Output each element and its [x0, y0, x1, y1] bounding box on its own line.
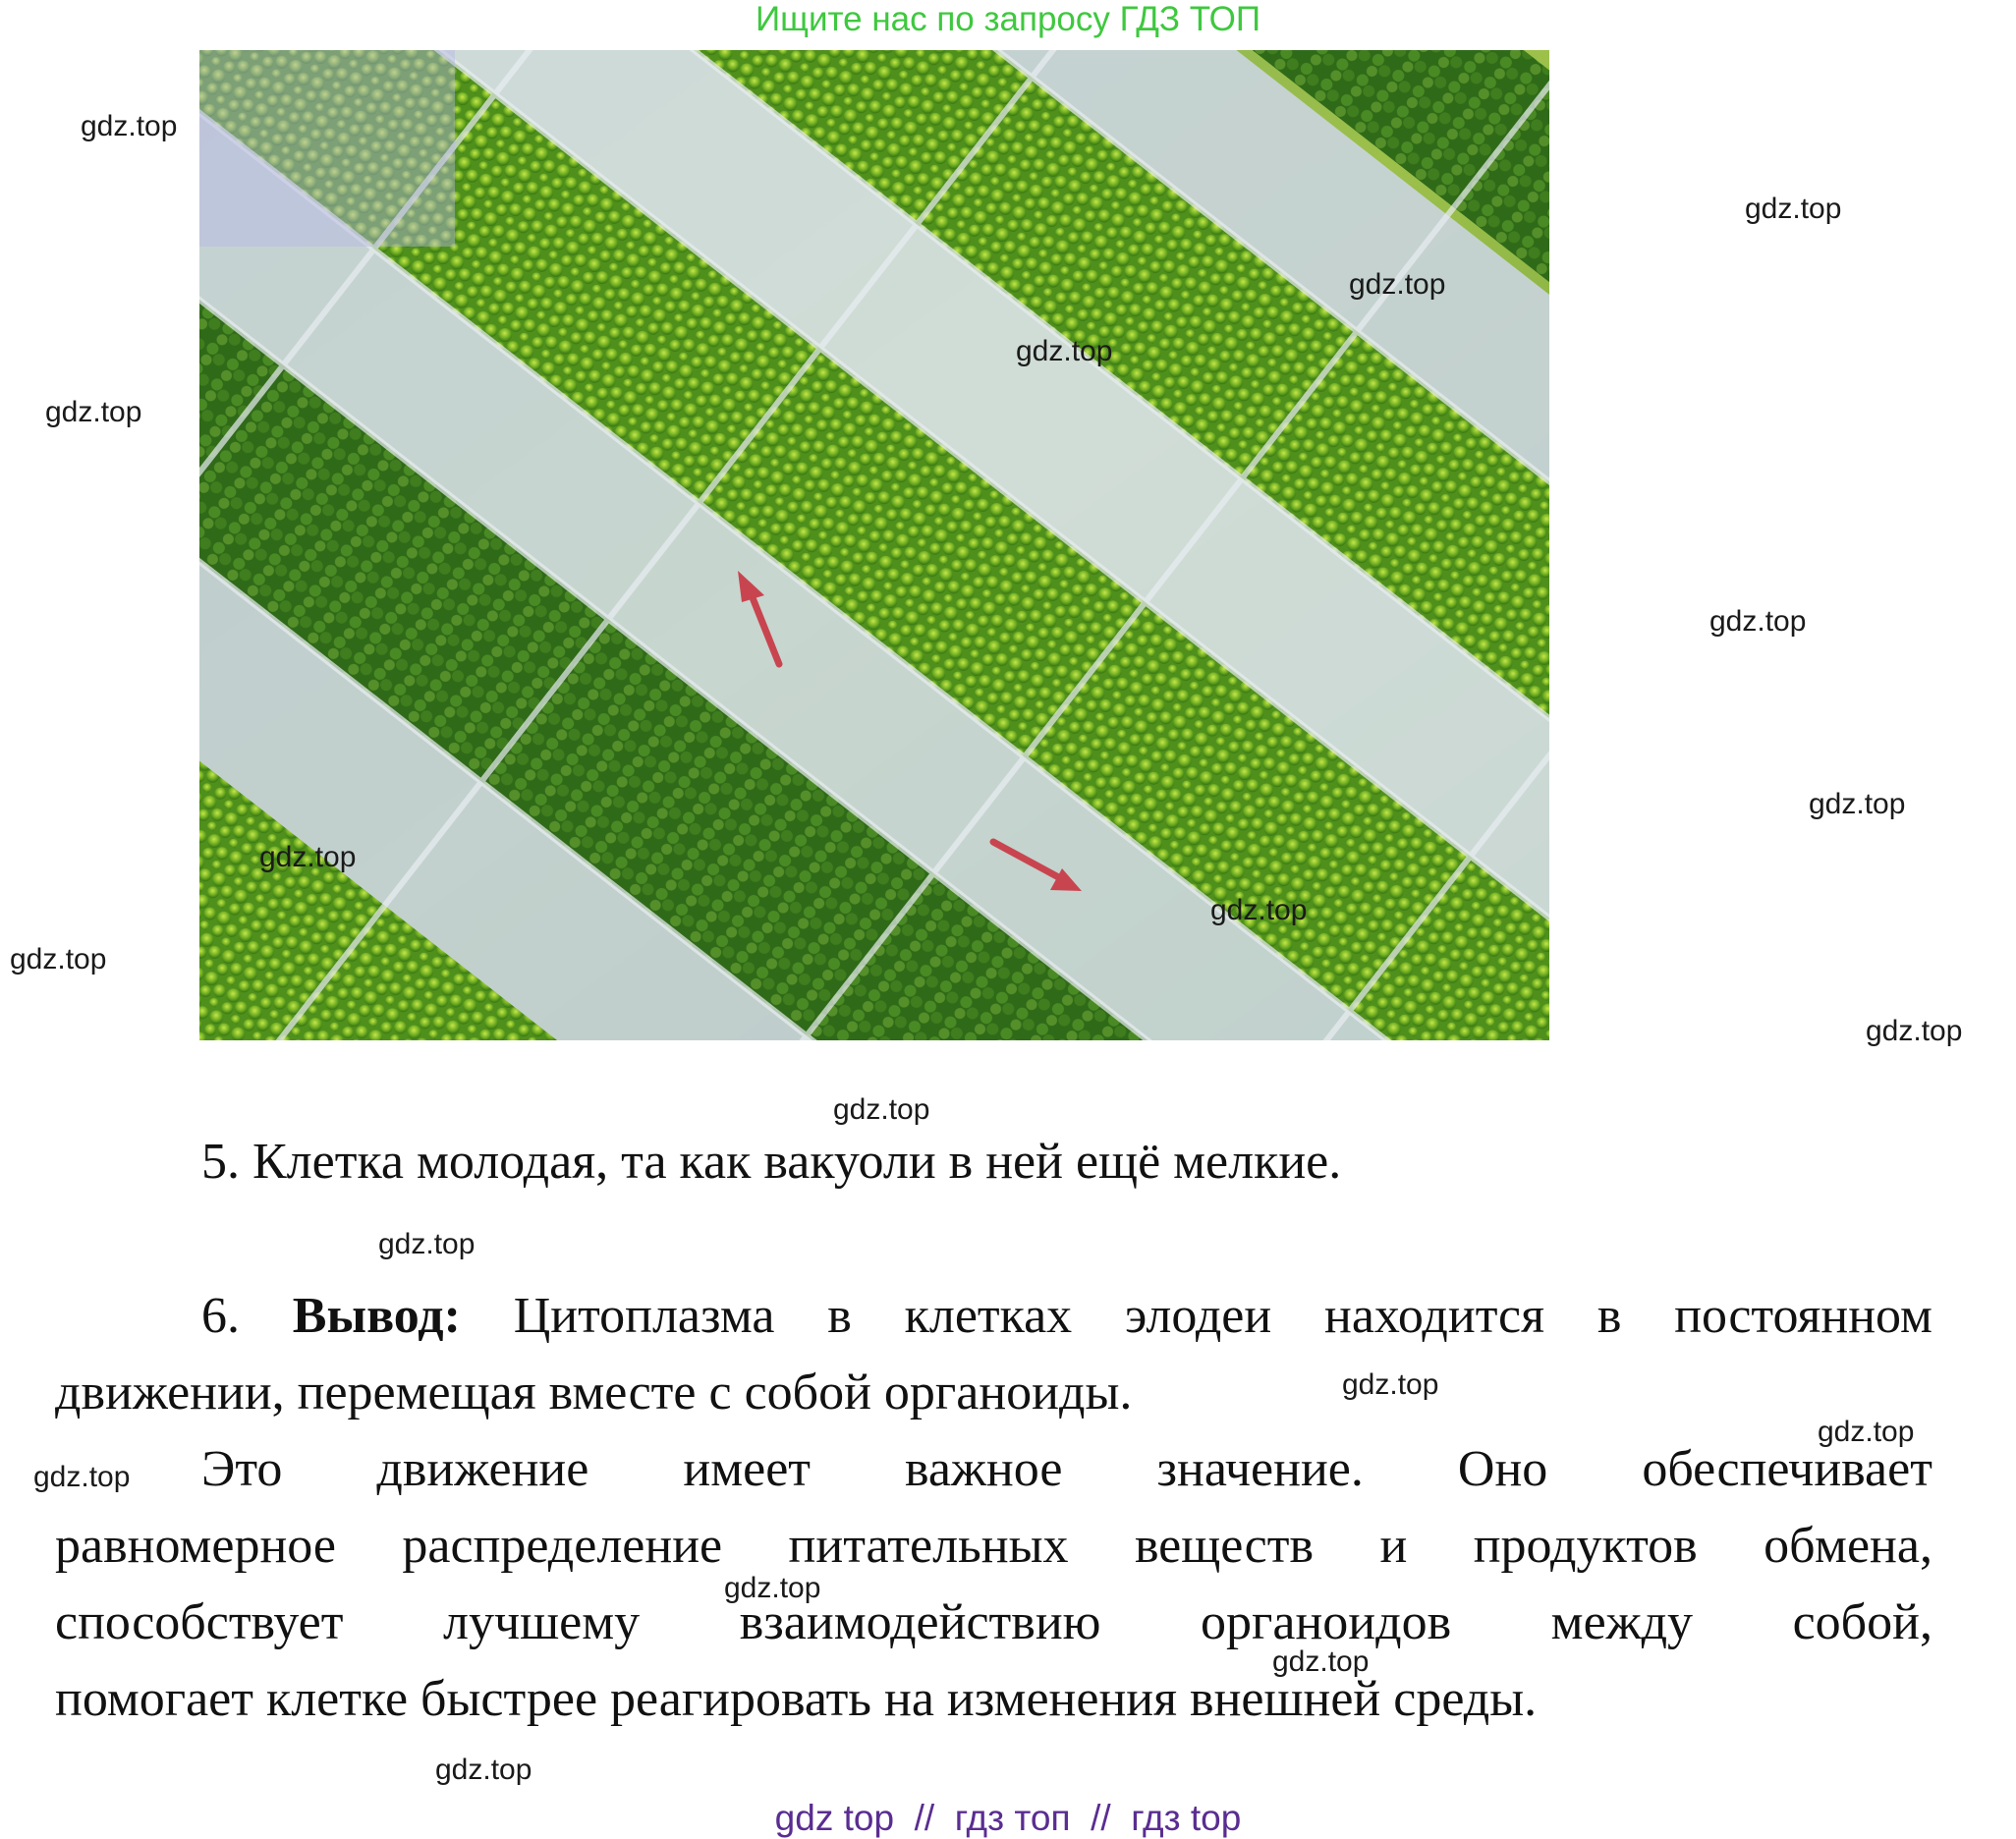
word: продуктов	[1473, 1518, 1698, 1574]
watermark: gdz.top	[1809, 788, 1906, 820]
item-6-line-2: движении, перемещая вместе с собой органоиды.	[55, 1365, 1133, 1421]
word: важное	[905, 1441, 1063, 1497]
watermark: gdz.top	[81, 110, 178, 142]
watermark: gdz.top	[259, 841, 357, 873]
para-line-3	[55, 1593, 1932, 1652]
watermark: gdz.top	[1709, 605, 1807, 638]
watermark: gdz.top	[1272, 1645, 1370, 1678]
watermark: gdz.top	[435, 1754, 532, 1786]
watermark: gdz.top	[1210, 894, 1308, 926]
word: находится	[1323, 1288, 1545, 1344]
word: движение	[376, 1441, 589, 1497]
item-5: 5. Клетка молодая, та как вакуоли в ней ещё мелкие.	[201, 1134, 1342, 1190]
word: в	[1596, 1288, 1622, 1344]
top-banner: Ищите нас по запросу ГДЗ ТОП	[756, 0, 1260, 38]
word: значение.	[1156, 1441, 1364, 1497]
word: собой,	[1792, 1594, 1932, 1650]
watermark: gdz.top	[1818, 1416, 1915, 1448]
para-line-1	[201, 1440, 1932, 1499]
word: постоянном	[1674, 1288, 1932, 1344]
watermark: gdz.top	[1342, 1368, 1439, 1401]
word: распределение	[402, 1518, 723, 1574]
word: Цитоплазма	[513, 1288, 775, 1344]
watermark: gdz.top	[833, 1093, 930, 1126]
word: лучшему	[443, 1594, 641, 1650]
word: Это	[201, 1441, 283, 1497]
word: элодеи	[1124, 1288, 1272, 1344]
word: питательных	[788, 1518, 1069, 1574]
word: в	[827, 1288, 852, 1344]
watermark: gdz.top	[724, 1572, 821, 1604]
word: равномерное	[55, 1518, 336, 1574]
word: способствует	[55, 1594, 344, 1650]
word: и	[1379, 1518, 1408, 1574]
word: между	[1550, 1594, 1694, 1650]
word: обеспечивает	[1642, 1441, 1932, 1497]
item-6-heading: Вывод:	[292, 1288, 461, 1344]
watermark: gdz.top	[33, 1461, 131, 1493]
watermark: gdz.top	[10, 943, 107, 975]
word: органоидов	[1201, 1594, 1452, 1650]
watermark: gdz.top	[45, 396, 142, 428]
watermark: gdz.top	[1745, 193, 1842, 225]
footer-links[interactable]: gdz top // гдз топ // гдз top	[774, 1798, 1242, 1838]
word: имеет	[683, 1441, 811, 1497]
watermark: gdz.top	[1016, 335, 1113, 367]
word: веществ	[1134, 1518, 1315, 1574]
watermark: gdz.top	[1349, 268, 1446, 301]
watermark: gdz.top	[378, 1228, 476, 1260]
word: взаимодействию	[739, 1594, 1101, 1650]
watermark: gdz.top	[1866, 1015, 1963, 1047]
word: Оно	[1457, 1441, 1548, 1497]
para-line-2	[55, 1517, 1932, 1576]
item-6-number: 6.	[201, 1288, 240, 1344]
item-6-line-1	[201, 1287, 1932, 1346]
para-line-4: помогает клетке быстрее реагировать на изменения внешней среды.	[55, 1671, 1538, 1727]
word: клетках	[904, 1288, 1073, 1344]
elodea-micrograph	[199, 50, 1549, 1040]
word: обмена,	[1764, 1518, 1932, 1574]
